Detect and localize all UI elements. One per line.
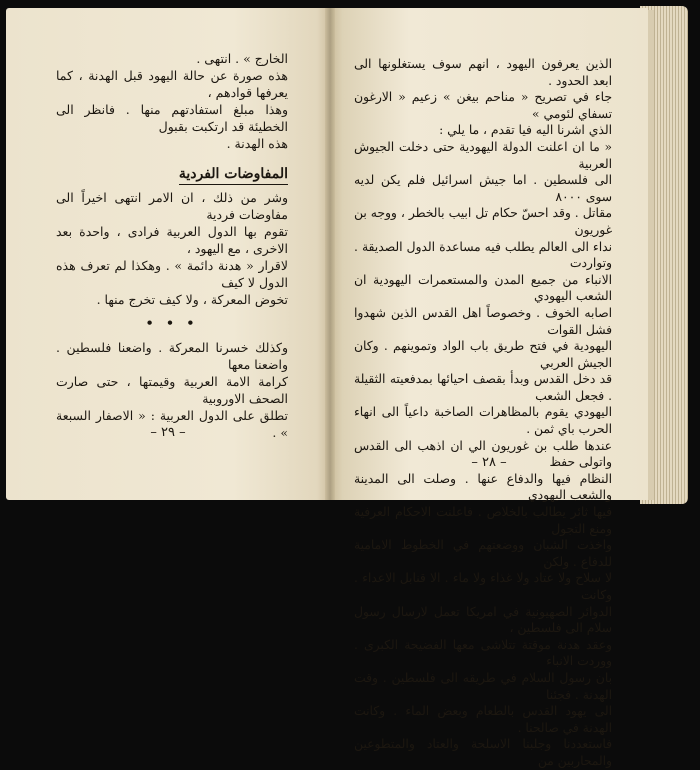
text-line: فيها ثائر يطالب بالخلاص . فاعلنت الاحكام العرفية ومنع التجول bbox=[354, 505, 612, 536]
text-line: مقاتل . وقد احسّ حكام تل ابيب بالخطر ، ووجه بن غوريون bbox=[354, 206, 612, 237]
text-line: قد دخل القدس وبدأ بقصف احيائها بمدفعيته الثقيلة . فجعل الشعب bbox=[354, 372, 612, 403]
section-separator: • • • bbox=[145, 315, 199, 330]
page-edges-inner bbox=[648, 10, 654, 500]
left-paragraph-1 bbox=[56, 50, 288, 152]
right-page-text bbox=[354, 56, 612, 770]
text-line: تطلق على الدول العربية : « الاصفار السبعة » . bbox=[56, 408, 288, 440]
text-line: هذه صورة عن حالة اليهود قبل الهدنة ، كما يعرفها قوادهم ، bbox=[56, 68, 288, 100]
text-line: لاقرار « هدنة دائمة » . وهكذا لم تعرف هذه الدول لا كيف bbox=[56, 258, 288, 290]
left-paragraph-2 bbox=[56, 189, 288, 308]
text-line: فاستعددنا وجلبنا الاسلحة والعتاد والمتطوعين والمحاربين من bbox=[354, 737, 612, 768]
page-number-left: – ٢٩ – bbox=[150, 425, 186, 440]
text-line: كرامة الامة العربية وقيمتها ، حتى صارت الصحف الاوروبية bbox=[56, 374, 288, 406]
text-line: واخذت الشبان ووضعتهم في الخطوط الامامية للدفاع . ولكن bbox=[354, 538, 612, 569]
text-line: وشر من ذلك ، ان الامر انتهى اخيراً الى مفاوضات فردية bbox=[56, 190, 288, 222]
right-page bbox=[330, 8, 648, 768]
text-line: هذه الهدنة . bbox=[226, 136, 288, 151]
text-line: نداء الى العالم يطلب فيه مساعدة الدول الصديقة . وتواردت bbox=[354, 239, 612, 271]
text-line: تخوض المعركة ، ولا كيف تخرج منها . bbox=[96, 292, 288, 307]
left-page bbox=[6, 8, 330, 500]
text-line: الى يهود القدس بالطعام وبعض الماء . وكانت الهدنة في صالحنا . bbox=[354, 704, 612, 735]
text-line: عندها طلب بن غوريون الي ان اذهب الى القدس واتولى حفظ bbox=[354, 438, 612, 470]
text-line: النظام فيها والدفاع عنها . وصلت الى المدينة والشعب اليهودي bbox=[354, 471, 612, 503]
text-line: وهذا مبلغ استفادتهم منها . فانظر الى الخطيئة قد ارتكبت بقبول bbox=[56, 102, 288, 134]
text-line: تقوم بها الدول العربية فرادى ، واحدة بعد الاخرى ، مع اليهود ، bbox=[56, 224, 288, 256]
book-spine bbox=[325, 8, 335, 500]
text-line: الخارج » . انتهى . bbox=[196, 51, 288, 66]
left-page-text bbox=[56, 50, 288, 447]
text-line: « ما ان اعلنت الدولة اليهودية حتى دخلت الجيوش العربية bbox=[354, 139, 612, 171]
text-line: اصابه الخوف . وخصوصاً اهل القدس الذين شهدوا فشل القوات bbox=[354, 305, 612, 337]
text-line: الذين يعرفون اليهود ، انهم سوف يستغلونها الى ابعد الحدود . bbox=[354, 57, 612, 88]
section-heading-wrap bbox=[56, 158, 288, 189]
text-line: اليهودي يقوم بالمظاهرات الصاخبة داعياً الى انهاء الحرب باي ثمن . bbox=[354, 405, 612, 437]
text-line: وعقد هدنة موقتة تتلاشى معها الفضيحة الكبرى . ووردت الانباء bbox=[354, 637, 612, 669]
text-line: الذي اشرنا اليه فيا تقدم ، ما يلي : bbox=[439, 123, 612, 138]
text-line: وكذلك خسرنا المعركة . واضعنا فلسطين . واضعنا معها bbox=[56, 340, 288, 372]
text-line: جاء في تصريح « مناحم بيغن » زعيم « الارغون تسفاي لئومي » bbox=[354, 90, 612, 121]
text-line: الى فلسطين . اما جيش اسرائيل فلم يكن لديه سوى ٨٠٠٠ bbox=[354, 173, 612, 204]
text-line: الدوائر الصهيونية في امريكا تعمل لارسال رسول سلام الى فلسطين ، bbox=[354, 604, 612, 636]
section-heading: المفاوضات الفردية bbox=[179, 166, 288, 185]
text-line: اليهودية في فتح طريق باب الواد وتموينهم . وكان الجيش العربي bbox=[354, 339, 612, 370]
text-line: لا سلاح ولا عتاد ولا غذاء ولا ماء . الا قنابل الاعداء . وكانت bbox=[354, 571, 612, 602]
text-line: بان رسول السلام في طريقه الى فلسطين . وقت الهدنة . فجئنا bbox=[354, 670, 612, 702]
page-number-right: – ٢٨ – bbox=[471, 455, 507, 470]
text-line: الانباء من جميع المدن والمستعمرات اليهودية ان الشعب اليهودي bbox=[354, 272, 612, 304]
